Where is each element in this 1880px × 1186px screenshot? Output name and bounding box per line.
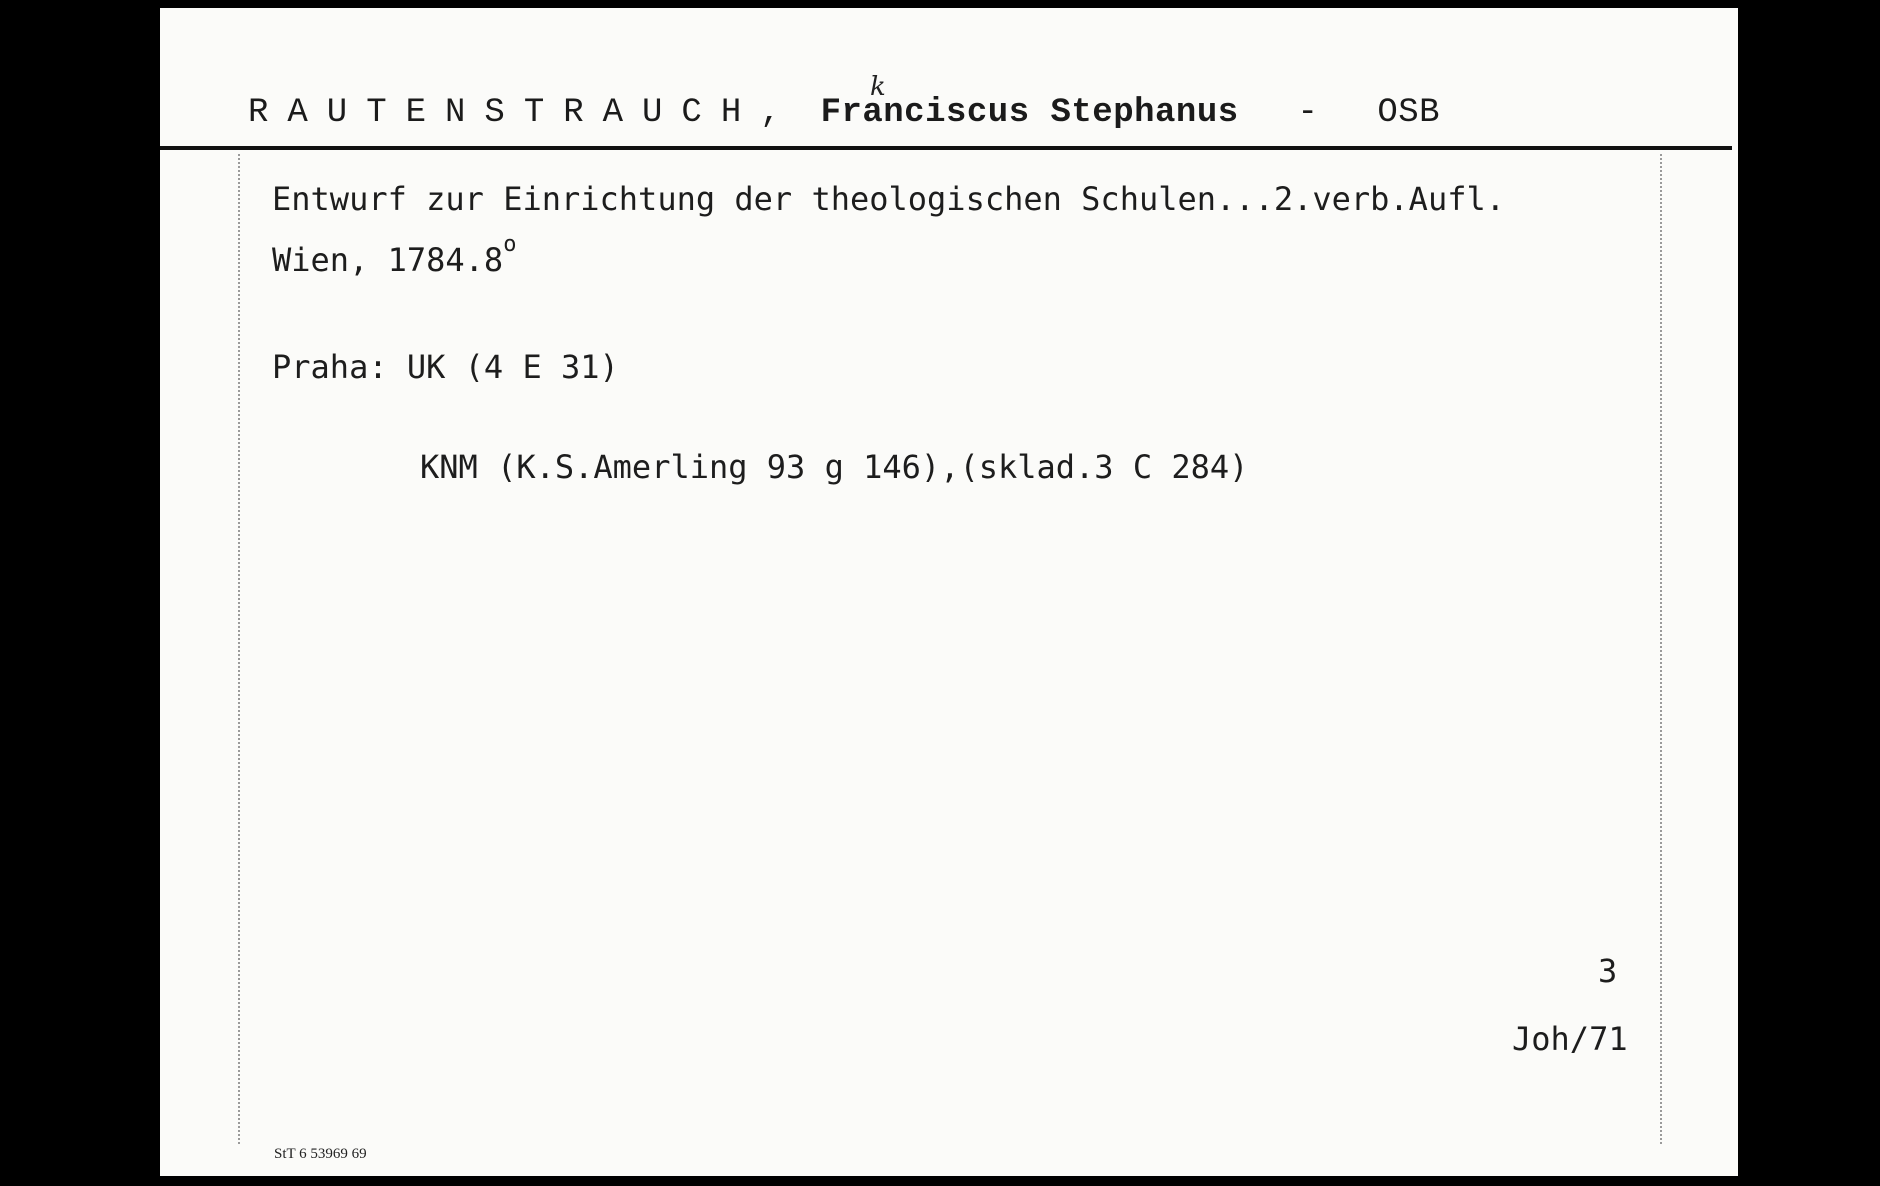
author-surname: RAUTENSTRAUCH,	[248, 94, 800, 132]
handwritten-correction: k	[870, 72, 886, 102]
left-margin-line	[238, 154, 240, 1144]
author-given-names: Franciscus Stephanus	[820, 94, 1239, 132]
holding-knm: KNM (K.S.Amerling 93 g 146),(sklad.3 C 284)	[420, 448, 1249, 486]
religious-order: OSB	[1377, 94, 1441, 132]
print-code: StT 6 53969 69	[274, 1146, 367, 1162]
card-number: 3	[1598, 952, 1618, 990]
book-title: Entwurf zur Einrichtung der theologischen Schulen...2.verb.Aufl.	[272, 180, 1505, 218]
format-superscript: o	[503, 232, 517, 257]
heading-separator: -	[1297, 94, 1319, 132]
imprint-text: Wien, 1784.8	[272, 241, 504, 279]
card-heading	[248, 94, 1440, 132]
imprint	[272, 232, 516, 279]
holding-praha: Praha: UK (4 E 31)	[272, 348, 619, 386]
heading-rule	[160, 146, 1732, 150]
catalog-card	[160, 8, 1738, 1176]
cataloguer-mark: Joh/71	[1512, 1020, 1628, 1058]
right-margin-line	[1660, 154, 1662, 1144]
